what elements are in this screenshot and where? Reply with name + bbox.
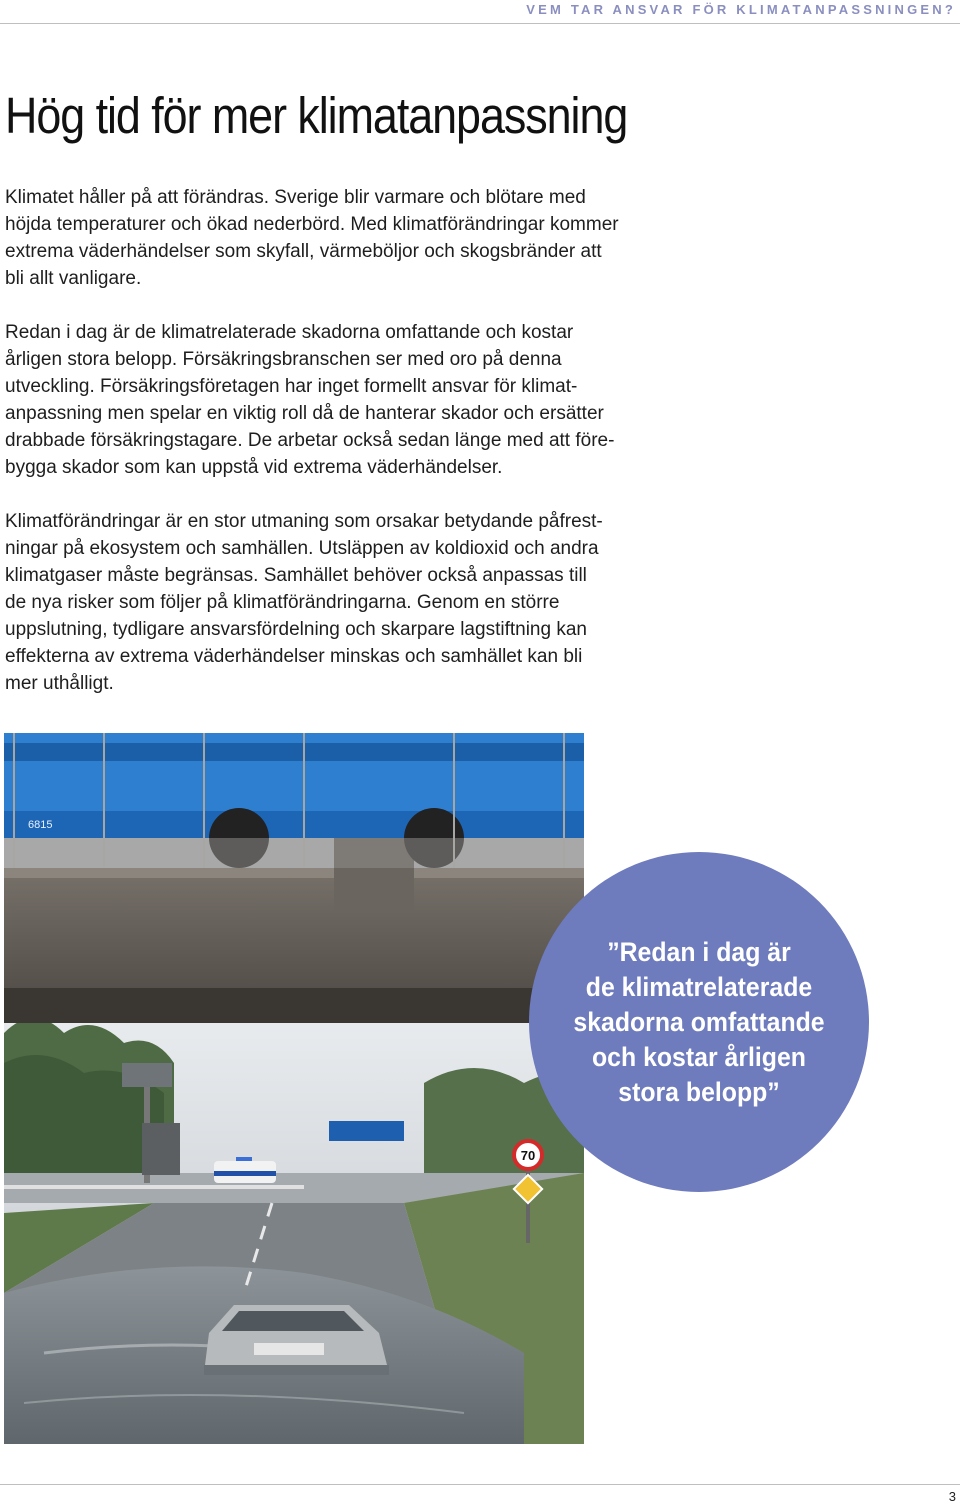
text-line: Klimatet håller på att förändras. Sverige blir varmare och blötare med [5, 187, 586, 208]
page-title: Hög tid för mer klimatanpassning [5, 87, 628, 144]
text-line: Redan i dag är de klimatrelaterade skadorna omfattande och kostar [5, 322, 574, 343]
page-number: 3 [948, 1489, 956, 1504]
police-car-lights [236, 1157, 252, 1161]
bridge-underside-shadow [4, 988, 584, 1023]
quote-line: stora belopp” [618, 1076, 780, 1107]
bus-number: 6815 [28, 819, 53, 831]
sign-panel [122, 1063, 172, 1087]
running-head: VEM TAR ANSVAR FÖR KLIMATANPASSNINGEN? [526, 2, 956, 17]
text-line: anpassning men spelar en viktig roll då de hanterar skador och ersätter [5, 403, 604, 424]
bus-window-band [4, 743, 584, 761]
guardrail [4, 1185, 304, 1189]
bridge-edge [4, 868, 584, 878]
quote-line: ”Redan i dag är [607, 936, 791, 967]
text-line: Klimatförändringar är en stor utmaning som orsakar betydande påfrest- [5, 511, 603, 532]
footer-rule [0, 1484, 960, 1485]
text-line: höjda temperaturer och ökad nederbörd. Med klimatförändringar kommer [5, 214, 619, 235]
flooded-underpass-photo [4, 733, 584, 1444]
paragraph-1 [5, 184, 645, 292]
bridge-railing [4, 838, 584, 868]
text-line: uppslutning, tydligare ansvarsfördelning och skarpare lagstiftning kan [5, 619, 587, 640]
quote-line: de klimatrelaterade [585, 971, 813, 1002]
text-line: effekterna av extrema väderhändelser minskas och samhället kan bli [5, 646, 583, 667]
pull-quote-circle [529, 852, 869, 1192]
truck [142, 1123, 180, 1175]
text-line: klimatgaser måste begränsas. Samhället behöver också anpassas till [5, 565, 587, 586]
text-line: extrema väderhändelser som skyfall, värmeböljor och skogsbränder att [5, 241, 602, 262]
police-car-stripe [214, 1171, 276, 1176]
pull-quote [561, 935, 837, 1110]
body-text [5, 184, 645, 724]
paragraph-3 [5, 508, 645, 697]
text-line: utveckling. Försäkringsföretagen har inget formellt ansvar för klimat- [5, 376, 578, 397]
bus-lower-band [4, 811, 584, 838]
speed-sign-text: 70 [520, 1148, 536, 1163]
blue-road-sign [329, 1121, 404, 1141]
quote-line: och kostar årligen [592, 1041, 806, 1072]
header-rule [0, 23, 960, 24]
text-line: mer uthålligt. [5, 673, 114, 694]
text-line: drabbade försäkringstagare. De arbetar också sedan länge med att före- [5, 430, 615, 451]
photo-illustration [4, 733, 584, 1444]
text-line: årligen stora belopp. Försäkringsbranschen ser med oro på denna [5, 349, 562, 370]
text-line: ningar på ekosystem och samhällen. Utsläppen av koldioxid och andra [5, 538, 599, 559]
text-line: bygga skador som kan uppstå vid extrema väderhändelser. [5, 457, 503, 478]
paragraph-2 [5, 319, 645, 481]
quote-line: skadorna omfattande [573, 1006, 825, 1037]
text-line: de nya risker som följer på klimatförändringarna. Genom en större [5, 592, 560, 613]
text-line: bli allt vanligare. [5, 268, 142, 289]
